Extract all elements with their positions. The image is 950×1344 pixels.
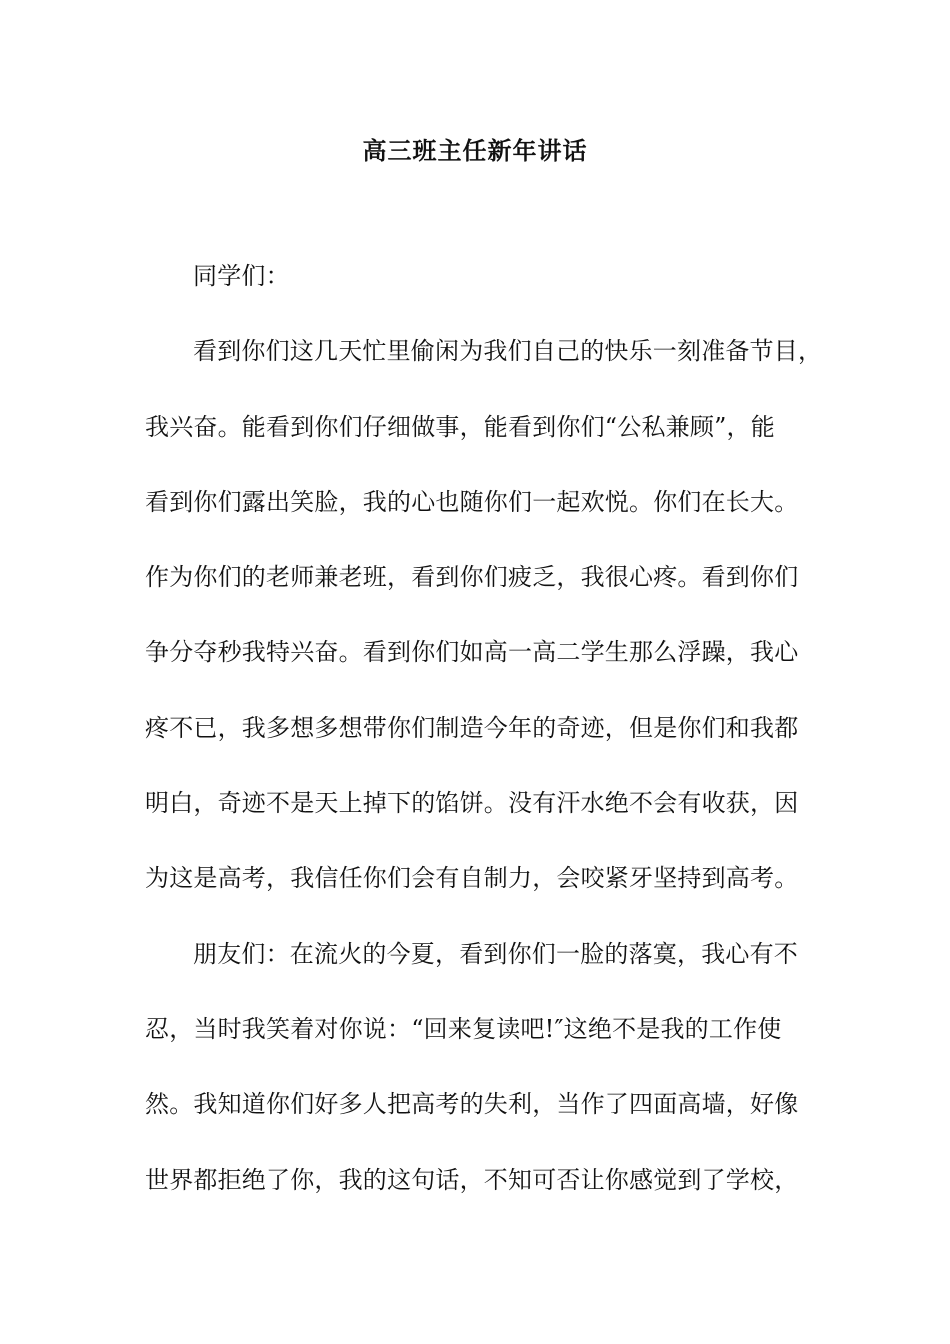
text-line: 看到你们这几天忙里偷闲为我们自己的快乐一刻准备节目， bbox=[193, 337, 823, 366]
text-line: 疼不已，我多想多想带你们制造今年的奇迹，但是你们和我都 bbox=[145, 713, 799, 742]
text-line: 朋友们：在流火的今夏，看到你们一脸的落寞，我心有不 bbox=[193, 939, 798, 968]
document-title: 高三班主任新年讲话 bbox=[362, 136, 588, 165]
text-line: 然。我知道你们好多人把高考的失利，当作了四面高墙，好像 bbox=[145, 1090, 799, 1119]
text-line: 世界都拒绝了你，我的这句话，不知可否让你感觉到了学校， bbox=[145, 1165, 799, 1194]
text-line: 看到你们露出笑脸，我的心也随你们一起欢悦。你们在长大。 bbox=[145, 487, 799, 516]
text-line: 忍，当时我笑着对你说：“回来复读吧!″这绝不是我的工作使 bbox=[145, 1014, 782, 1043]
text-line: 同学们： bbox=[193, 262, 290, 290]
text-line: 为这是高考，我信任你们会有自制力，会咬紧牙坚持到高考。 bbox=[145, 864, 799, 893]
document-body bbox=[145, 258, 835, 1237]
text-line: 作为你们的老师兼老班，看到你们疲乏，我很心疼。看到你们 bbox=[145, 563, 799, 592]
text-line: 明白，奇迹不是天上掉下的馅饼。没有汗水绝不会有收获，因 bbox=[145, 789, 799, 818]
text-line: 争分夺秒我特兴奋。看到你们如高一高二学生那么浮躁，我心 bbox=[145, 638, 799, 667]
text-line: 我兴奋。能看到你们仔细做事，能看到你们“公私兼顾”，能 bbox=[145, 412, 775, 441]
